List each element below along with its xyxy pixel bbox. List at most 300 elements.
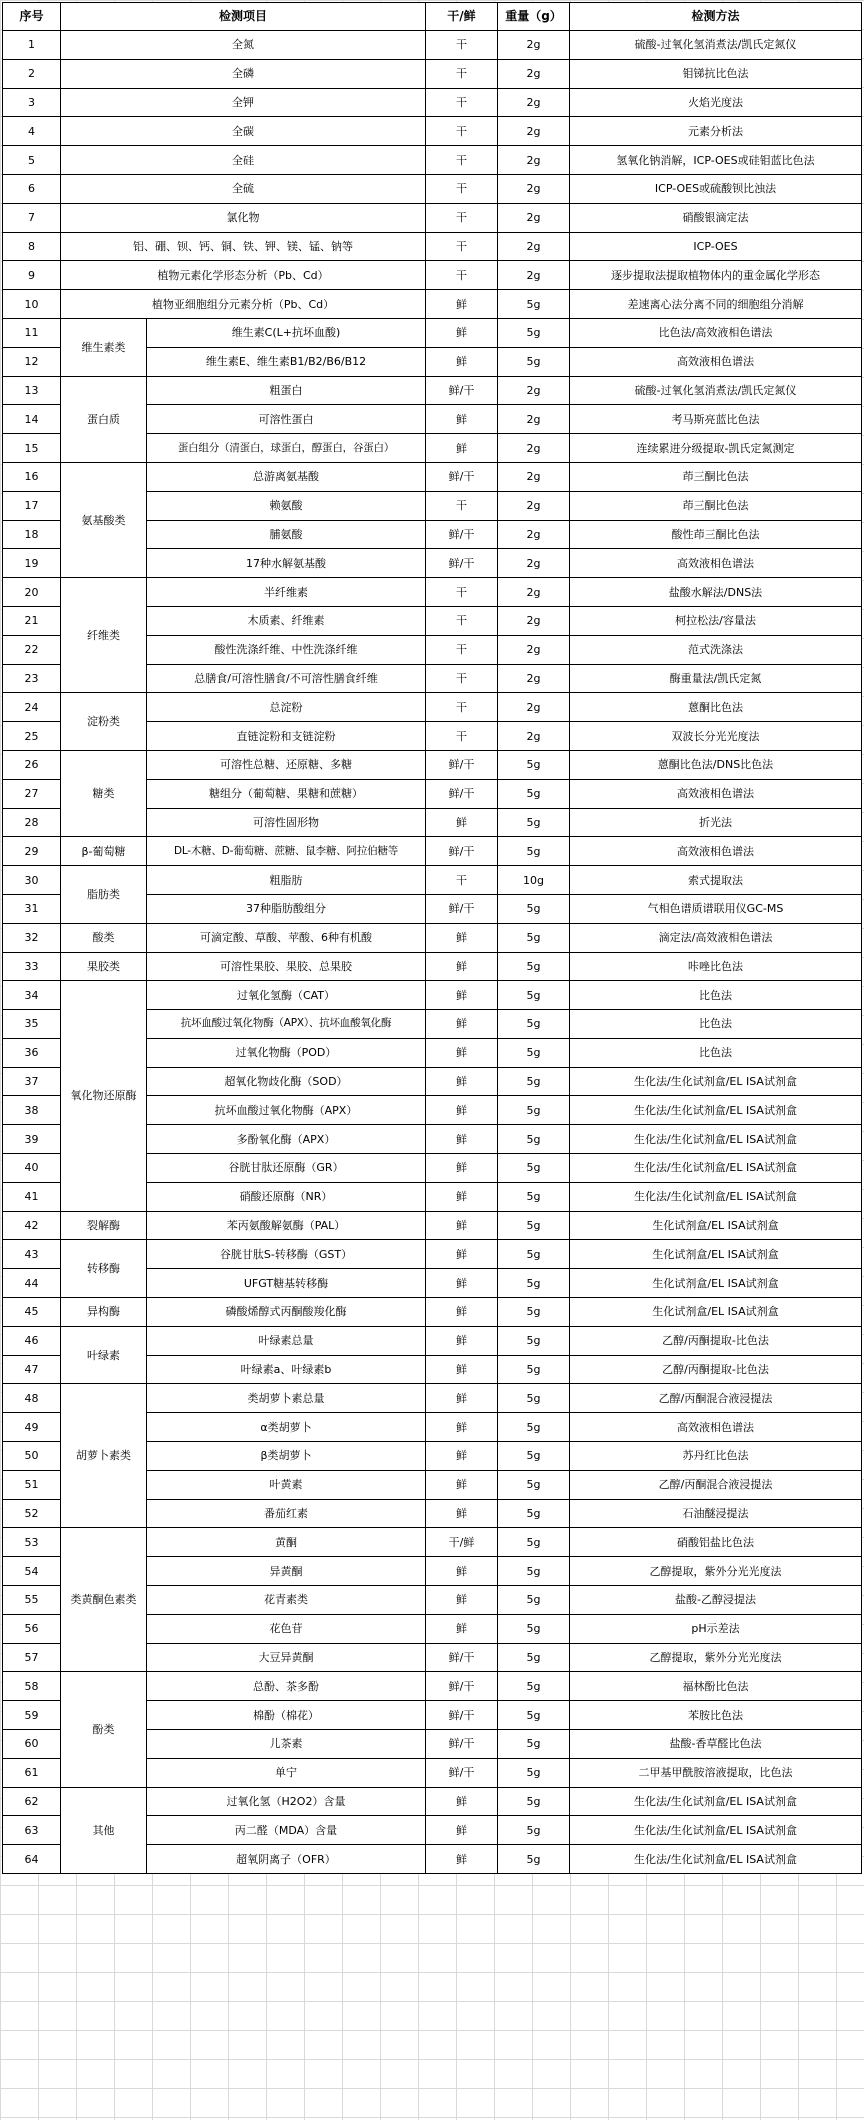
row-item: 赖氨酸 <box>147 491 426 520</box>
row-item: 叶黄素 <box>147 1470 426 1499</box>
row-item: 酸性洗涤纤维、中性洗涤纤维 <box>147 635 426 664</box>
row-method: 比色法 <box>570 1010 862 1039</box>
row-weight: 5g <box>498 1413 570 1442</box>
row-item: 超氧阴离子（OFR） <box>147 1845 426 1874</box>
row-state: 鲜 <box>426 1326 498 1355</box>
row-item: 谷胱甘肽S-转移酶（GST） <box>147 1240 426 1269</box>
row-method: 生化法/生化试剂盒/EL ISA试剂盒 <box>570 1182 862 1211</box>
row-method: 乙醇提取，紫外分光光度法 <box>570 1643 862 1672</box>
row-state: 鲜 <box>426 923 498 952</box>
row-method: 蒽酮比色法 <box>570 693 862 722</box>
row-method: 硝酸铝盐比色法 <box>570 1528 862 1557</box>
row-weight: 2g <box>498 146 570 175</box>
row-number: 60 <box>3 1730 61 1759</box>
row-method: 生化法/生化试剂盒/EL ISA试剂盒 <box>570 1154 862 1183</box>
row-method: 生化法/生化试剂盒/EL ISA试剂盒 <box>570 1787 862 1816</box>
row-method: 盐酸水解法/DNS法 <box>570 578 862 607</box>
row-method: 盐酸-乙醇浸提法 <box>570 1586 862 1615</box>
row-state: 鲜 <box>426 1845 498 1874</box>
row-weight: 2g <box>498 520 570 549</box>
row-number: 2 <box>3 59 61 88</box>
row-number: 45 <box>3 1298 61 1327</box>
row-state: 鲜 <box>426 1038 498 1067</box>
row-method: 酶重量法/凯氏定氮 <box>570 664 862 693</box>
row-weight: 2g <box>498 261 570 290</box>
row-weight: 5g <box>498 1442 570 1471</box>
row-state: 鲜/干 <box>426 1730 498 1759</box>
row-item: 全氮 <box>61 31 426 60</box>
row-method: 乙醇/丙酮混合液浸提法 <box>570 1384 862 1413</box>
row-method: ICP-OES <box>570 232 862 261</box>
row-method: 生化试剂盒/EL ISA试剂盒 <box>570 1211 862 1240</box>
row-state: 鲜 <box>426 290 498 319</box>
row-number: 9 <box>3 261 61 290</box>
row-state: 鲜 <box>426 347 498 376</box>
table-row <box>3 318 862 347</box>
row-item: 番茄红素 <box>147 1499 426 1528</box>
row-weight: 5g <box>498 923 570 952</box>
row-state: 鲜/干 <box>426 376 498 405</box>
row-state: 鲜 <box>426 405 498 434</box>
row-item: 抗坏血酸过氧化物酶（APX）、抗坏血酸氧化酶 <box>147 1010 426 1039</box>
row-number: 36 <box>3 1038 61 1067</box>
table-row <box>3 1326 862 1355</box>
row-item: 类胡萝卜素总量 <box>147 1384 426 1413</box>
row-item: 磷酸烯醇式丙酮酸羧化酶 <box>147 1298 426 1327</box>
row-weight: 5g <box>498 1758 570 1787</box>
row-method: 比色法 <box>570 1038 862 1067</box>
row-state: 鲜 <box>426 1816 498 1845</box>
row-number: 19 <box>3 549 61 578</box>
row-weight: 5g <box>498 1614 570 1643</box>
row-weight: 2g <box>498 578 570 607</box>
row-number: 39 <box>3 1125 61 1154</box>
row-number: 14 <box>3 405 61 434</box>
row-method: 硝酸银滴定法 <box>570 203 862 232</box>
row-method: 差速离心法分离不同的细胞组分消解 <box>570 290 862 319</box>
row-number: 28 <box>3 808 61 837</box>
row-item: 可溶性总糖、还原糖、多糖 <box>147 750 426 779</box>
row-state: 干 <box>426 146 498 175</box>
row-item: 总游离氨基酸 <box>147 462 426 491</box>
row-weight: 5g <box>498 1730 570 1759</box>
row-item: 维生素C(L+抗坏血酸) <box>147 318 426 347</box>
row-number: 12 <box>3 347 61 376</box>
row-method: pH示差法 <box>570 1614 862 1643</box>
row-weight: 5g <box>498 1067 570 1096</box>
row-method: 乙醇/丙酮提取-比色法 <box>570 1355 862 1384</box>
row-item: 丙二醛（MDA）含量 <box>147 1816 426 1845</box>
row-item: 维生素E、维生素B1/B2/B6/B12 <box>147 347 426 376</box>
table-row <box>3 1211 862 1240</box>
row-category: β-葡萄糖 <box>61 837 147 866</box>
row-method: 柯拉松法/容量法 <box>570 606 862 635</box>
row-item: 异黄酮 <box>147 1557 426 1586</box>
row-weight: 5g <box>498 1154 570 1183</box>
row-number: 53 <box>3 1528 61 1557</box>
table-row <box>3 1384 862 1413</box>
row-item: 可滴定酸、草酸、苹酸、6种有机酸 <box>147 923 426 952</box>
row-category: 转移酶 <box>61 1240 147 1298</box>
table-row <box>3 837 862 866</box>
row-number: 21 <box>3 606 61 635</box>
row-weight: 5g <box>498 1211 570 1240</box>
row-state: 鲜 <box>426 318 498 347</box>
row-category: 维生素类 <box>61 318 147 376</box>
row-item: UFGT糖基转移酶 <box>147 1269 426 1298</box>
row-method: 气相色谱质谱联用仪GC-MS <box>570 894 862 923</box>
row-number: 61 <box>3 1758 61 1787</box>
row-weight: 5g <box>498 779 570 808</box>
row-method: 茚三酮比色法 <box>570 491 862 520</box>
row-method: 蒽酮比色法/DNS比色法 <box>570 750 862 779</box>
table-row <box>3 290 862 319</box>
row-weight: 2g <box>498 664 570 693</box>
row-item: 半纤维素 <box>147 578 426 607</box>
row-state: 鲜/干 <box>426 750 498 779</box>
row-weight: 2g <box>498 376 570 405</box>
row-weight: 2g <box>498 549 570 578</box>
table-row <box>3 117 862 146</box>
row-number: 57 <box>3 1643 61 1672</box>
row-state: 鲜 <box>426 1125 498 1154</box>
row-method: 苯胺比色法 <box>570 1701 862 1730</box>
table-row <box>3 866 862 895</box>
row-number: 30 <box>3 866 61 895</box>
row-item: 粗蛋白 <box>147 376 426 405</box>
row-number: 43 <box>3 1240 61 1269</box>
row-item: 硝酸还原酶（NR） <box>147 1182 426 1211</box>
row-item: β类胡萝卜 <box>147 1442 426 1471</box>
row-number: 33 <box>3 952 61 981</box>
table-row <box>3 1528 862 1557</box>
row-weight: 5g <box>498 1499 570 1528</box>
row-item: 花色苷 <box>147 1614 426 1643</box>
row-weight: 2g <box>498 635 570 664</box>
row-number: 64 <box>3 1845 61 1874</box>
row-weight: 5g <box>498 1845 570 1874</box>
row-number: 49 <box>3 1413 61 1442</box>
row-category: 裂解酶 <box>61 1211 147 1240</box>
row-weight: 5g <box>498 1470 570 1499</box>
row-number: 26 <box>3 750 61 779</box>
row-weight: 5g <box>498 1384 570 1413</box>
test-items-table <box>2 2 862 1874</box>
row-state: 干 <box>426 117 498 146</box>
header-seq: 序号 <box>3 3 61 31</box>
row-number: 23 <box>3 664 61 693</box>
row-state: 干 <box>426 866 498 895</box>
table-row <box>3 1787 862 1816</box>
row-state: 干 <box>426 722 498 751</box>
row-method: 福林酚比色法 <box>570 1672 862 1701</box>
row-method: 乙醇/丙酮提取-比色法 <box>570 1326 862 1355</box>
row-state: 鲜 <box>426 1211 498 1240</box>
row-state: 鲜 <box>426 1240 498 1269</box>
row-item: 苯丙氨酸解氨酶（PAL） <box>147 1211 426 1240</box>
row-item: 过氧化氢（H2O2）含量 <box>147 1787 426 1816</box>
row-state: 鲜/干 <box>426 520 498 549</box>
row-item: 粗脂肪 <box>147 866 426 895</box>
row-category: 蛋白质 <box>61 376 147 462</box>
row-state: 鲜/干 <box>426 462 498 491</box>
row-method: 高效液相色谱法 <box>570 1413 862 1442</box>
row-item: 37种脂肪酸组分 <box>147 894 426 923</box>
row-weight: 2g <box>498 232 570 261</box>
row-state: 鲜 <box>426 1557 498 1586</box>
row-state: 干 <box>426 693 498 722</box>
row-category: 异构酶 <box>61 1298 147 1327</box>
row-item: 儿茶素 <box>147 1730 426 1759</box>
row-item: 全钾 <box>61 88 426 117</box>
table-row <box>3 1298 862 1327</box>
table-row <box>3 750 862 779</box>
row-state: 鲜 <box>426 1355 498 1384</box>
table-row <box>3 693 862 722</box>
row-method: 高效液相色谱法 <box>570 549 862 578</box>
row-number: 38 <box>3 1096 61 1125</box>
row-weight: 5g <box>498 1182 570 1211</box>
row-weight: 10g <box>498 866 570 895</box>
row-method: ICP-OES或硫酸钡比浊法 <box>570 174 862 203</box>
table-row <box>3 462 862 491</box>
row-weight: 5g <box>498 952 570 981</box>
row-category: 淀粉类 <box>61 693 147 751</box>
row-state: 鲜 <box>426 434 498 463</box>
table-row <box>3 261 862 290</box>
row-number: 17 <box>3 491 61 520</box>
row-number: 3 <box>3 88 61 117</box>
row-item: 多酚氧化酶（APX） <box>147 1125 426 1154</box>
row-state: 干 <box>426 491 498 520</box>
row-weight: 5g <box>498 1586 570 1615</box>
row-number: 42 <box>3 1211 61 1240</box>
row-item: 可溶性果胶、果胶、总果胶 <box>147 952 426 981</box>
header-method: 检测方法 <box>570 3 862 31</box>
row-state: 鲜/干 <box>426 1643 498 1672</box>
row-state: 干 <box>426 232 498 261</box>
row-weight: 5g <box>498 1240 570 1269</box>
row-item: 植物元素化学形态分析（Pb、Cd） <box>61 261 426 290</box>
row-state: 鲜 <box>426 1413 498 1442</box>
row-category: 胡萝卜素类 <box>61 1384 147 1528</box>
row-method: 生化法/生化试剂盒/EL ISA试剂盒 <box>570 1067 862 1096</box>
row-weight: 5g <box>498 1528 570 1557</box>
row-number: 54 <box>3 1557 61 1586</box>
row-number: 1 <box>3 31 61 60</box>
row-weight: 2g <box>498 174 570 203</box>
row-number: 56 <box>3 1614 61 1643</box>
row-item: 糖组分（葡萄糖、果糖和蔗糖） <box>147 779 426 808</box>
row-method: 元素分析法 <box>570 117 862 146</box>
row-weight: 2g <box>498 59 570 88</box>
row-number: 15 <box>3 434 61 463</box>
row-method: 盐酸-香草醛比色法 <box>570 1730 862 1759</box>
row-item: 抗坏血酸过氧化物酶（APX） <box>147 1096 426 1125</box>
row-weight: 5g <box>498 1125 570 1154</box>
row-state: 干 <box>426 606 498 635</box>
row-number: 35 <box>3 1010 61 1039</box>
table-row <box>3 88 862 117</box>
row-number: 46 <box>3 1326 61 1355</box>
row-method: 硫酸-过氧化氢消煮法/凯氏定氮仪 <box>570 31 862 60</box>
row-method: 折光法 <box>570 808 862 837</box>
row-method: 双波长分光光度法 <box>570 722 862 751</box>
row-item: 过氧化氢酶（CAT） <box>147 981 426 1010</box>
row-method: 高效液相色谱法 <box>570 779 862 808</box>
row-method: 苏丹红比色法 <box>570 1442 862 1471</box>
row-method: 生化试剂盒/EL ISA试剂盒 <box>570 1298 862 1327</box>
row-category: 酸类 <box>61 923 147 952</box>
row-number: 51 <box>3 1470 61 1499</box>
row-state: 鲜 <box>426 952 498 981</box>
row-weight: 5g <box>498 1096 570 1125</box>
row-weight: 5g <box>498 1787 570 1816</box>
row-method: 比色法/高效液相色谱法 <box>570 318 862 347</box>
row-category: 纤维类 <box>61 578 147 693</box>
row-state: 干/鲜 <box>426 1528 498 1557</box>
row-method: 火焰光度法 <box>570 88 862 117</box>
table-row <box>3 59 862 88</box>
row-state: 鲜/干 <box>426 1672 498 1701</box>
row-state: 鲜/干 <box>426 549 498 578</box>
row-state: 鲜/干 <box>426 1701 498 1730</box>
row-state: 鲜 <box>426 1010 498 1039</box>
row-number: 4 <box>3 117 61 146</box>
row-item: 直链淀粉和支链淀粉 <box>147 722 426 751</box>
row-item: 总淀粉 <box>147 693 426 722</box>
row-method: 滴定法/高效液相色谱法 <box>570 923 862 952</box>
row-method: 逐步提取法提取植物体内的重金属化学形态 <box>570 261 862 290</box>
row-state: 鲜 <box>426 1470 498 1499</box>
row-weight: 2g <box>498 88 570 117</box>
row-state: 干 <box>426 578 498 607</box>
row-weight: 5g <box>498 290 570 319</box>
row-number: 11 <box>3 318 61 347</box>
row-item: 植物亚细胞组分元素分析（Pb、Cd） <box>61 290 426 319</box>
row-state: 鲜 <box>426 1586 498 1615</box>
row-category: 其他 <box>61 1787 147 1873</box>
row-number: 50 <box>3 1442 61 1471</box>
row-weight: 5g <box>498 1672 570 1701</box>
row-weight: 2g <box>498 117 570 146</box>
row-method: 连续累进分级提取-凯氏定氮测定 <box>570 434 862 463</box>
row-item: 谷胱甘肽还原酶（GR） <box>147 1154 426 1183</box>
row-number: 63 <box>3 1816 61 1845</box>
row-method: 石油醚浸提法 <box>570 1499 862 1528</box>
row-weight: 5g <box>498 1643 570 1672</box>
row-item: 总膳食/可溶性膳食/不可溶性膳食纤维 <box>147 664 426 693</box>
row-item: 17种水解氨基酸 <box>147 549 426 578</box>
row-number: 7 <box>3 203 61 232</box>
row-number: 29 <box>3 837 61 866</box>
row-weight: 5g <box>498 347 570 376</box>
row-state: 鲜/干 <box>426 837 498 866</box>
row-number: 40 <box>3 1154 61 1183</box>
row-weight: 5g <box>498 1816 570 1845</box>
row-weight: 2g <box>498 693 570 722</box>
row-state: 鲜 <box>426 1269 498 1298</box>
row-number: 34 <box>3 981 61 1010</box>
row-item: 超氧化物歧化酶（SOD） <box>147 1067 426 1096</box>
row-number: 22 <box>3 635 61 664</box>
row-method: 生化法/生化试剂盒/EL ISA试剂盒 <box>570 1096 862 1125</box>
row-number: 31 <box>3 894 61 923</box>
row-weight: 5g <box>498 1326 570 1355</box>
row-method: 考马斯亮蓝比色法 <box>570 405 862 434</box>
row-number: 5 <box>3 146 61 175</box>
row-state: 鲜 <box>426 1298 498 1327</box>
row-number: 37 <box>3 1067 61 1096</box>
table-row <box>3 1672 862 1701</box>
row-item: 叶绿素a、叶绿素b <box>147 1355 426 1384</box>
row-state: 鲜/干 <box>426 1758 498 1787</box>
row-weight: 5g <box>498 1701 570 1730</box>
row-state: 鲜/干 <box>426 779 498 808</box>
row-category: 酚类 <box>61 1672 147 1787</box>
row-item: 可溶性固形物 <box>147 808 426 837</box>
row-weight: 2g <box>498 31 570 60</box>
row-category: 氧化物还原酶 <box>61 981 147 1211</box>
row-weight: 5g <box>498 750 570 779</box>
row-number: 44 <box>3 1269 61 1298</box>
row-number: 52 <box>3 1499 61 1528</box>
row-state: 干 <box>426 174 498 203</box>
row-item: 全硅 <box>61 146 426 175</box>
row-weight: 5g <box>498 1038 570 1067</box>
table-row <box>3 1240 862 1269</box>
row-method: 生化法/生化试剂盒/EL ISA试剂盒 <box>570 1845 862 1874</box>
row-item: 氯化物 <box>61 203 426 232</box>
table-row <box>3 923 862 952</box>
row-item: 总酚、茶多酚 <box>147 1672 426 1701</box>
row-state: 鲜 <box>426 1614 498 1643</box>
row-category: 叶绿素 <box>61 1326 147 1384</box>
row-method: 比色法 <box>570 981 862 1010</box>
row-method: 高效液相色谱法 <box>570 347 862 376</box>
row-number: 27 <box>3 779 61 808</box>
table-row <box>3 146 862 175</box>
row-item: 铝、硼、钡、钙、铜、铁、钾、镁、锰、钠等 <box>61 232 426 261</box>
row-method: 硫酸-过氧化氢消煮法/凯氏定氮仪 <box>570 376 862 405</box>
row-category: 类黄酮色素类 <box>61 1528 147 1672</box>
row-item: DL-木糖、D-葡萄糖、蔗糖、鼠李糖、阿拉伯糖等 <box>147 837 426 866</box>
row-weight: 5g <box>498 981 570 1010</box>
row-state: 鲜 <box>426 1096 498 1125</box>
row-number: 20 <box>3 578 61 607</box>
row-method: 咔唑比色法 <box>570 952 862 981</box>
row-state: 鲜 <box>426 981 498 1010</box>
row-number: 48 <box>3 1384 61 1413</box>
row-item: 黄酮 <box>147 1528 426 1557</box>
row-category: 氨基酸类 <box>61 462 147 577</box>
row-number: 41 <box>3 1182 61 1211</box>
row-state: 鲜 <box>426 808 498 837</box>
row-method: 生化试剂盒/EL ISA试剂盒 <box>570 1269 862 1298</box>
row-item: 全磷 <box>61 59 426 88</box>
row-state: 鲜 <box>426 1067 498 1096</box>
row-state: 鲜 <box>426 1182 498 1211</box>
row-number: 16 <box>3 462 61 491</box>
table-row <box>3 952 862 981</box>
row-number: 10 <box>3 290 61 319</box>
row-item: 棉酚（棉花） <box>147 1701 426 1730</box>
row-number: 58 <box>3 1672 61 1701</box>
header-item: 检测项目 <box>61 3 426 31</box>
row-state: 鲜 <box>426 1787 498 1816</box>
row-state: 鲜 <box>426 1384 498 1413</box>
row-method: 乙醇/丙酮混合液浸提法 <box>570 1470 862 1499</box>
